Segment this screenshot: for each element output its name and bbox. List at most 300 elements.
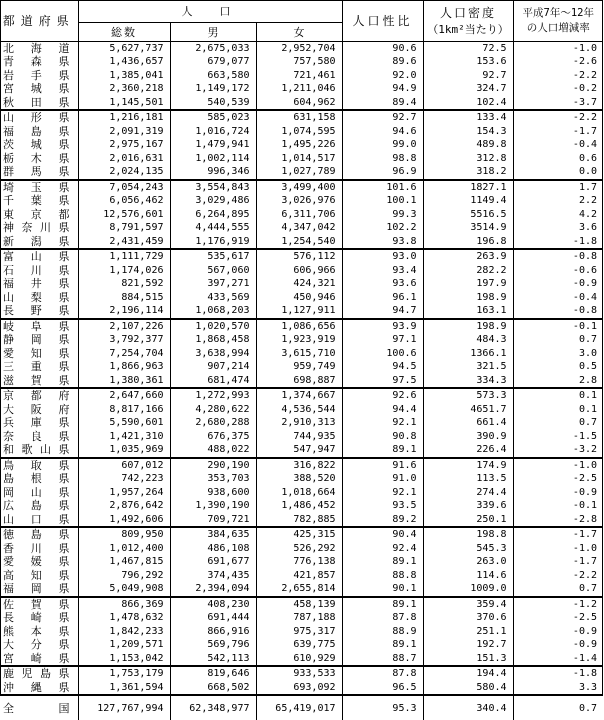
cell-female: 3,026,976 xyxy=(256,194,342,208)
cell-density: 1149.4 xyxy=(423,194,513,208)
table-row xyxy=(0,319,603,334)
cell-change: -0.9 xyxy=(513,486,603,500)
table-row xyxy=(0,264,603,278)
cell-male: 6,264,895 xyxy=(170,208,256,222)
cell-female: 4,536,544 xyxy=(256,403,342,417)
cell-male: 1,176,919 xyxy=(170,235,256,250)
cell-change: 0.1 xyxy=(513,388,603,403)
table-row xyxy=(0,638,603,652)
cell-male: 3,554,843 xyxy=(170,180,256,195)
cell-male: 1,149,172 xyxy=(170,82,256,96)
cell-ratio: 88.9 xyxy=(342,625,423,639)
cell-density: 312.8 xyxy=(423,152,513,166)
cell-ratio: 97.5 xyxy=(342,374,423,389)
cell-total: 1,145,501 xyxy=(78,96,170,111)
table-row xyxy=(0,611,603,625)
table-row xyxy=(0,347,603,361)
cell-change: -1.7 xyxy=(513,555,603,569)
cell-ratio: 97.1 xyxy=(342,333,423,347)
cell-female: 421,857 xyxy=(256,569,342,583)
cell-total: 884,515 xyxy=(78,291,170,305)
cell-ratio: 98.8 xyxy=(342,152,423,166)
cell-change: -1.8 xyxy=(513,235,603,250)
cell-ratio: 92.1 xyxy=(342,416,423,430)
cell-density: 154.3 xyxy=(423,125,513,139)
cell-female: 4,347,042 xyxy=(256,221,342,235)
cell-total: 1,174,026 xyxy=(78,264,170,278)
cell-total: 1,842,233 xyxy=(78,625,170,639)
header-sex-ratio: 人口性比 xyxy=(342,0,423,41)
cell-male: 542,113 xyxy=(170,652,256,667)
cell-male: 709,721 xyxy=(170,513,256,528)
cell-name: 宮崎県 xyxy=(0,652,78,667)
cell-change: -1.0 xyxy=(513,458,603,473)
cell-female: 606,966 xyxy=(256,264,342,278)
table-row xyxy=(0,96,603,111)
cell-female: 1,127,911 xyxy=(256,304,342,319)
cell-name: 島根県 xyxy=(3,472,70,486)
cell-density: 196.8 xyxy=(423,235,513,250)
cell-ratio: 88.8 xyxy=(342,569,423,583)
cell-change: 3.0 xyxy=(513,347,603,361)
cell-male: 567,060 xyxy=(170,264,256,278)
cell-male: 535,617 xyxy=(170,249,256,264)
cell-total: 821,592 xyxy=(78,277,170,291)
cell-female: 631,158 xyxy=(256,110,342,125)
header-change-line1: 平成7年～12年 xyxy=(522,7,594,20)
cell-change: 4.2 xyxy=(513,208,603,222)
cell-female: 787,188 xyxy=(256,611,342,625)
header-density-line1: 人口密度 xyxy=(440,5,497,20)
cell-male: 866,916 xyxy=(170,625,256,639)
cell-total: 1,361,594 xyxy=(78,681,170,696)
cell-female: 1,486,452 xyxy=(256,499,342,513)
cell-male: 569,796 xyxy=(170,638,256,652)
table-row xyxy=(0,569,603,583)
cell-ratio: 92.0 xyxy=(342,69,423,83)
cell-name: 三重県 xyxy=(3,360,70,374)
cell-name: 福岡県 xyxy=(0,582,78,597)
cell-change: 3.6 xyxy=(513,221,603,235)
cell-name: 広島県 xyxy=(3,499,70,513)
cell-name: 静岡県 xyxy=(3,333,70,347)
cell-total: 12,576,601 xyxy=(78,208,170,222)
cell-density: 359.4 xyxy=(423,597,513,612)
table-row xyxy=(0,652,603,667)
cell-name: 東京都 xyxy=(3,207,70,221)
table-row xyxy=(0,138,603,152)
table-row xyxy=(0,194,603,208)
cell-total: 2,024,135 xyxy=(78,165,170,180)
cell-change: -2.2 xyxy=(513,110,603,125)
cell-male: 374,435 xyxy=(170,569,256,583)
cell-name: 栃木県 xyxy=(3,151,70,165)
cell-male: 996,346 xyxy=(170,165,256,180)
cell-male: 433,569 xyxy=(170,291,256,305)
cell-density: 113.5 xyxy=(423,472,513,486)
cell-name: 群馬県 xyxy=(0,165,78,180)
cell-change: 0.6 xyxy=(513,152,603,166)
cell-male: 540,539 xyxy=(170,96,256,111)
cell-total: 1,957,264 xyxy=(78,486,170,500)
table-row xyxy=(0,443,603,458)
cell-female: 3,499,400 xyxy=(256,180,342,195)
total-cell-density: 340.4 xyxy=(423,695,513,720)
cell-ratio: 93.6 xyxy=(342,277,423,291)
cell-male: 668,502 xyxy=(170,681,256,696)
cell-male: 486,108 xyxy=(170,542,256,556)
table-row xyxy=(0,625,603,639)
header-female: 女 xyxy=(256,22,342,41)
cell-male: 1,272,993 xyxy=(170,388,256,403)
cell-change: -3.2 xyxy=(513,443,603,458)
cell-density: 198.9 xyxy=(423,319,513,334)
total-row xyxy=(0,695,603,720)
table-row xyxy=(0,430,603,444)
cell-female: 316,822 xyxy=(256,458,342,473)
cell-male: 1,020,570 xyxy=(170,319,256,334)
table-row xyxy=(0,597,603,612)
table-row xyxy=(0,208,603,222)
cell-male: 290,190 xyxy=(170,458,256,473)
cell-name: 石川県 xyxy=(3,263,70,277)
cell-ratio: 94.5 xyxy=(342,360,423,374)
cell-total: 1,216,181 xyxy=(78,110,170,125)
cell-female: 1,495,226 xyxy=(256,138,342,152)
cell-density: 484.3 xyxy=(423,333,513,347)
cell-ratio: 93.8 xyxy=(342,235,423,250)
cell-change: -2.5 xyxy=(513,472,603,486)
cell-total: 1,209,571 xyxy=(78,638,170,652)
cell-ratio: 89.2 xyxy=(342,513,423,528)
cell-male: 819,646 xyxy=(170,666,256,681)
cell-ratio: 88.7 xyxy=(342,652,423,667)
cell-name: 茨城県 xyxy=(3,138,70,152)
table-row xyxy=(0,110,603,125)
cell-male: 384,635 xyxy=(170,527,256,542)
cell-male: 4,280,622 xyxy=(170,403,256,417)
cell-ratio: 92.1 xyxy=(342,486,423,500)
cell-ratio: 96.5 xyxy=(342,681,423,696)
cell-name: 秋田県 xyxy=(0,96,78,111)
cell-total: 1,866,963 xyxy=(78,360,170,374)
total-cell-male: 62,348,977 xyxy=(170,695,256,720)
cell-female: 1,211,046 xyxy=(256,82,342,96)
cell-change: -0.1 xyxy=(513,499,603,513)
table-row xyxy=(0,388,603,403)
cell-density: 489.8 xyxy=(423,138,513,152)
table-row xyxy=(0,527,603,542)
cell-density: 72.5 xyxy=(423,41,513,55)
cell-name: 京都府 xyxy=(3,389,70,403)
cell-density: 250.1 xyxy=(423,513,513,528)
cell-female: 975,317 xyxy=(256,625,342,639)
table-row xyxy=(0,555,603,569)
cell-male: 676,375 xyxy=(170,430,256,444)
cell-change: -0.8 xyxy=(513,249,603,264)
cell-density: 334.3 xyxy=(423,374,513,389)
cell-density: 390.9 xyxy=(423,430,513,444)
cell-name: 熊本県 xyxy=(3,624,70,638)
cell-male: 2,394,094 xyxy=(170,582,256,597)
cell-name: 山口県 xyxy=(0,513,78,528)
cell-male: 691,677 xyxy=(170,555,256,569)
cell-female: 610,929 xyxy=(256,652,342,667)
cell-density: 339.6 xyxy=(423,499,513,513)
header-population: 人 口 xyxy=(78,0,342,22)
table-row xyxy=(0,82,603,96)
cell-change: 0.0 xyxy=(513,165,603,180)
table-body xyxy=(0,41,603,720)
cell-density: 274.4 xyxy=(423,486,513,500)
cell-name: 山形県 xyxy=(3,111,70,125)
cell-change: -2.2 xyxy=(513,69,603,83)
cell-name: 兵庫県 xyxy=(3,416,70,430)
cell-name: 岐阜県 xyxy=(3,319,70,333)
cell-total: 8,817,166 xyxy=(78,403,170,417)
cell-ratio: 99.3 xyxy=(342,208,423,222)
cell-total: 3,792,377 xyxy=(78,333,170,347)
cell-total: 5,627,737 xyxy=(78,41,170,55)
cell-name: 奈良県 xyxy=(3,429,70,443)
cell-total: 1,380,361 xyxy=(78,374,170,389)
cell-change: -0.1 xyxy=(513,319,603,334)
cell-male: 2,680,288 xyxy=(170,416,256,430)
cell-male: 907,214 xyxy=(170,360,256,374)
cell-change: -2.2 xyxy=(513,569,603,583)
cell-density: 197.9 xyxy=(423,277,513,291)
cell-density: 133.4 xyxy=(423,110,513,125)
cell-density: 251.1 xyxy=(423,625,513,639)
table-row xyxy=(0,152,603,166)
cell-change: -0.9 xyxy=(513,625,603,639)
cell-change: -1.2 xyxy=(513,597,603,612)
cell-ratio: 93.0 xyxy=(342,249,423,264)
cell-density: 174.9 xyxy=(423,458,513,473)
cell-female: 2,952,704 xyxy=(256,41,342,55)
cell-total: 7,254,704 xyxy=(78,347,170,361)
cell-total: 8,791,597 xyxy=(78,221,170,235)
cell-female: 450,946 xyxy=(256,291,342,305)
cell-total: 7,054,243 xyxy=(78,180,170,195)
table-row xyxy=(0,542,603,556)
cell-ratio: 99.0 xyxy=(342,138,423,152)
cell-total: 866,369 xyxy=(78,597,170,612)
cell-change: -3.7 xyxy=(513,96,603,111)
cell-change: -1.4 xyxy=(513,652,603,667)
cell-total: 2,360,218 xyxy=(78,82,170,96)
cell-change: -1.0 xyxy=(513,542,603,556)
cell-name: 滋賀県 xyxy=(0,374,78,389)
table-row xyxy=(0,416,603,430)
cell-total: 2,876,642 xyxy=(78,499,170,513)
table-row xyxy=(0,499,603,513)
cell-total: 2,975,167 xyxy=(78,138,170,152)
table-row xyxy=(0,360,603,374)
header-total: 総数 xyxy=(78,22,170,41)
total-cell-ratio: 95.3 xyxy=(342,695,423,720)
cell-name: 岩手県 xyxy=(3,68,70,82)
table-row xyxy=(0,513,603,528)
table-row xyxy=(0,180,603,195)
cell-density: 92.7 xyxy=(423,69,513,83)
cell-ratio: 102.2 xyxy=(342,221,423,235)
cell-male: 1,002,114 xyxy=(170,152,256,166)
cell-male: 3,029,486 xyxy=(170,194,256,208)
table-row xyxy=(0,69,603,83)
cell-total: 742,223 xyxy=(78,472,170,486)
cell-female: 2,910,313 xyxy=(256,416,342,430)
cell-female: 959,749 xyxy=(256,360,342,374)
cell-female: 1,254,540 xyxy=(256,235,342,250)
cell-total: 1,478,632 xyxy=(78,611,170,625)
cell-male: 408,230 xyxy=(170,597,256,612)
cell-density: 580.4 xyxy=(423,681,513,696)
cell-female: 757,580 xyxy=(256,55,342,69)
cell-ratio: 94.4 xyxy=(342,403,423,417)
total-cell-change: 0.7 xyxy=(513,695,603,720)
cell-ratio: 96.9 xyxy=(342,165,423,180)
cell-ratio: 90.4 xyxy=(342,527,423,542)
cell-total: 1,385,041 xyxy=(78,69,170,83)
cell-ratio: 89.1 xyxy=(342,443,423,458)
cell-density: 192.7 xyxy=(423,638,513,652)
cell-male: 938,600 xyxy=(170,486,256,500)
cell-change: -0.4 xyxy=(513,291,603,305)
cell-female: 776,138 xyxy=(256,555,342,569)
cell-female: 1,018,664 xyxy=(256,486,342,500)
cell-name: 千葉県 xyxy=(3,194,70,208)
cell-ratio: 96.1 xyxy=(342,291,423,305)
cell-ratio: 87.8 xyxy=(342,666,423,681)
cell-density: 4651.7 xyxy=(423,403,513,417)
cell-male: 1,016,724 xyxy=(170,125,256,139)
cell-density: 194.4 xyxy=(423,666,513,681)
cell-change: -0.9 xyxy=(513,277,603,291)
cell-change: 0.7 xyxy=(513,333,603,347)
cell-male: 585,023 xyxy=(170,110,256,125)
cell-total: 2,431,459 xyxy=(78,235,170,250)
cell-name: 大阪府 xyxy=(3,402,70,416)
header-change xyxy=(513,0,603,41)
cell-male: 1,479,941 xyxy=(170,138,256,152)
table-row xyxy=(0,333,603,347)
cell-male: 679,077 xyxy=(170,55,256,69)
cell-total: 809,950 xyxy=(78,527,170,542)
cell-male: 3,638,994 xyxy=(170,347,256,361)
cell-change: -1.5 xyxy=(513,430,603,444)
cell-female: 2,655,814 xyxy=(256,582,342,597)
cell-density: 661.4 xyxy=(423,416,513,430)
cell-ratio: 91.0 xyxy=(342,472,423,486)
table-row xyxy=(0,165,603,180)
cell-ratio: 93.9 xyxy=(342,319,423,334)
cell-male: 397,271 xyxy=(170,277,256,291)
cell-female: 639,775 xyxy=(256,638,342,652)
cell-male: 4,444,555 xyxy=(170,221,256,235)
cell-name: 沖縄県 xyxy=(3,680,70,694)
cell-change: 0.1 xyxy=(513,403,603,417)
cell-total: 1,035,969 xyxy=(78,443,170,458)
cell-change: 2.8 xyxy=(513,374,603,389)
cell-female: 576,112 xyxy=(256,249,342,264)
cell-density: 163.1 xyxy=(423,304,513,319)
header-change-line2: の人口増減率 xyxy=(526,22,590,35)
table-row xyxy=(0,221,603,235)
table-row xyxy=(0,304,603,319)
cell-male: 691,444 xyxy=(170,611,256,625)
table-row xyxy=(0,55,603,69)
cell-total: 607,012 xyxy=(78,458,170,473)
cell-female: 693,092 xyxy=(256,681,342,696)
cell-change: -1.8 xyxy=(513,666,603,681)
cell-male: 2,675,033 xyxy=(170,41,256,55)
cell-change: -0.8 xyxy=(513,304,603,319)
cell-change: -2.8 xyxy=(513,513,603,528)
cell-change: -1.7 xyxy=(513,125,603,139)
cell-female: 425,315 xyxy=(256,527,342,542)
cell-name: 愛知県 xyxy=(3,346,70,360)
cell-female: 3,615,710 xyxy=(256,347,342,361)
cell-female: 1,374,667 xyxy=(256,388,342,403)
table-row xyxy=(0,666,603,681)
cell-total: 1,467,815 xyxy=(78,555,170,569)
cell-change: 0.5 xyxy=(513,360,603,374)
cell-female: 1,027,789 xyxy=(256,165,342,180)
cell-ratio: 89.4 xyxy=(342,96,423,111)
cell-total: 2,107,226 xyxy=(78,319,170,334)
cell-male: 1,868,458 xyxy=(170,333,256,347)
cell-ratio: 90.1 xyxy=(342,582,423,597)
cell-name: 佐賀県 xyxy=(3,597,70,611)
cell-female: 721,461 xyxy=(256,69,342,83)
cell-name: 福井県 xyxy=(3,277,70,291)
cell-female: 547,947 xyxy=(256,443,342,458)
cell-change: -0.9 xyxy=(513,638,603,652)
cell-change: 2.2 xyxy=(513,194,603,208)
table-row xyxy=(0,582,603,597)
cell-male: 488,022 xyxy=(170,443,256,458)
total-cell-name: 全国 xyxy=(0,695,78,720)
cell-name: 北海道 xyxy=(3,41,70,55)
cell-density: 318.2 xyxy=(423,165,513,180)
table-row xyxy=(0,681,603,696)
cell-total: 1,421,310 xyxy=(78,430,170,444)
cell-density: 263.9 xyxy=(423,249,513,264)
cell-female: 1,014,517 xyxy=(256,152,342,166)
cell-density: 102.4 xyxy=(423,96,513,111)
cell-ratio: 92.7 xyxy=(342,110,423,125)
total-cell-female: 65,419,017 xyxy=(256,695,342,720)
cell-male: 663,580 xyxy=(170,69,256,83)
cell-male: 1,068,203 xyxy=(170,304,256,319)
cell-ratio: 100.6 xyxy=(342,347,423,361)
cell-male: 681,474 xyxy=(170,374,256,389)
total-cell-total: 127,767,994 xyxy=(78,695,170,720)
cell-name: 鳥取県 xyxy=(3,458,70,472)
cell-total: 2,016,631 xyxy=(78,152,170,166)
cell-female: 458,139 xyxy=(256,597,342,612)
table-row xyxy=(0,291,603,305)
cell-change: -1.0 xyxy=(513,41,603,55)
cell-ratio: 90.6 xyxy=(342,41,423,55)
cell-name: 山梨県 xyxy=(3,290,70,304)
cell-ratio: 92.6 xyxy=(342,388,423,403)
cell-density: 324.7 xyxy=(423,82,513,96)
cell-density: 198.8 xyxy=(423,527,513,542)
cell-name: 高知県 xyxy=(3,568,70,582)
cell-change: 0.7 xyxy=(513,416,603,430)
